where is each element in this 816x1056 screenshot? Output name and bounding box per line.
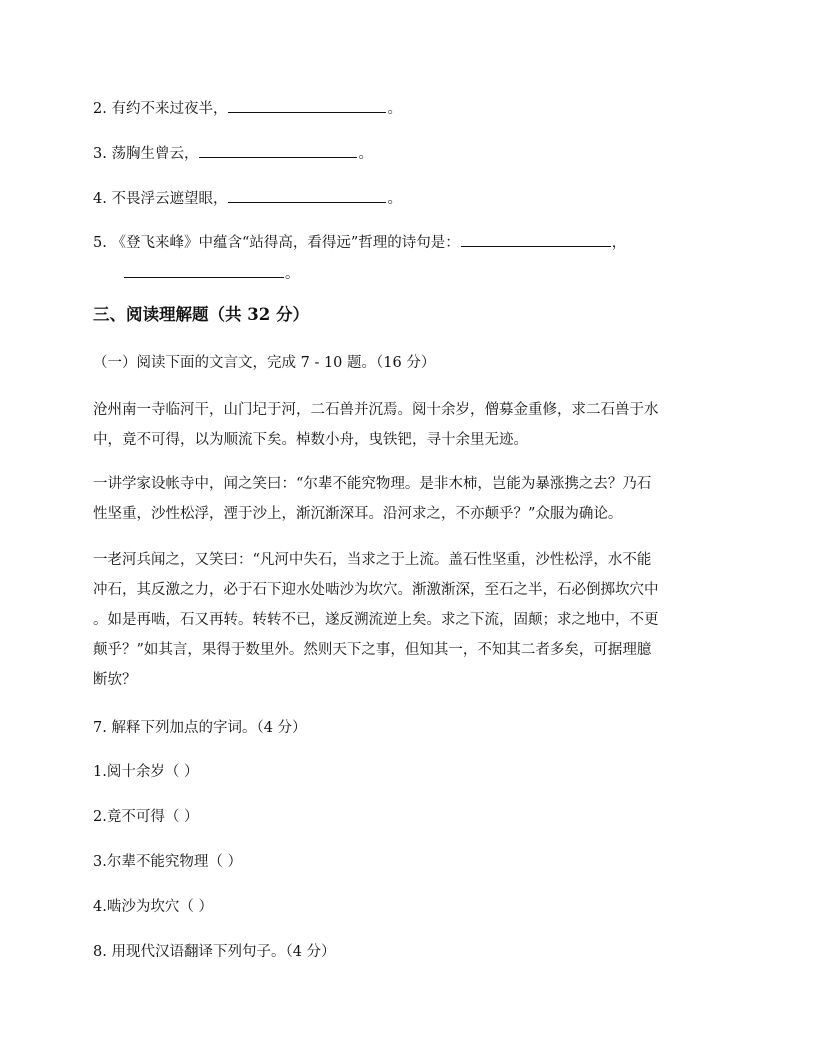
- question-4: [93, 186, 402, 209]
- question-4-end: 。: [387, 191, 402, 207]
- passage-paragraph-2: [93, 469, 725, 529]
- question-7-item-3: 3.尔辈不能究物理（ ）: [93, 854, 242, 870]
- answer-blank[interactable]: [124, 261, 284, 278]
- answer-blank[interactable]: [228, 96, 386, 113]
- answer-blank[interactable]: [199, 141, 357, 158]
- question-5-end: 。: [285, 266, 300, 282]
- question-2: [93, 96, 402, 119]
- question-5-text: 5. 《登飞来峰》中蕴含“站得高，看得远”哲理的诗句是：: [93, 235, 460, 251]
- question-8-title: 8. 用现代汉语翻译下列句子。（4 分）: [93, 944, 336, 960]
- question-7-item-2: 2.竟不可得（ ）: [93, 809, 199, 825]
- passage-line: 。如是再啮，石又再转。转转不已，遂反溯流逆上矣。求之下流，固颠；求之地中，不更: [93, 612, 659, 628]
- question-7-title: 7. 解释下列加点的字词。（4 分）: [93, 720, 307, 736]
- question-5-line2: [123, 261, 300, 284]
- question-5: [93, 230, 626, 253]
- question-7-item-4: 4.啮沙为坎穴（ ）: [93, 899, 213, 915]
- passage-line: 颠乎？”如其言，果得于数里外。然则天下之事，但知其一，不知其二者多矣，可据理臆: [93, 642, 652, 658]
- subsection-1-heading: （一）阅读下面的文言文，完成 7 - 10 题。（16 分）: [93, 355, 436, 371]
- question-5-mid: ，: [611, 235, 627, 251]
- question-2-text: 2. 有约不来过夜半，: [93, 101, 228, 117]
- question-4-text: 4. 不畏浮云遮望眼，: [93, 191, 228, 207]
- section-3-heading: 三、阅读理解题（共 32 分）: [93, 305, 309, 324]
- passage-paragraph-1: [93, 395, 725, 455]
- passage-line: 中，竟不可得，以为顺流下矣。棹数小舟，曳铁钯，寻十余里无迹。: [93, 432, 528, 448]
- answer-blank[interactable]: [228, 186, 386, 203]
- passage-line: 沧州南一寺临河干，山门圮于河，二石兽并沉焉。阅十余岁，僧募金重修，求二石兽于水: [93, 402, 659, 418]
- question-3: [93, 141, 373, 164]
- passage-line: 冲石，其反激之力，必于石下迎水处啮沙为坎穴。渐激渐深，至石之半，石必倒掷坎穴中: [93, 582, 659, 598]
- passage-line: 断欤？: [93, 672, 137, 688]
- passage-line: 一老河兵闻之，又笑曰：“凡河中失石，当求之于上流。盖石性坚重，沙性松浮，水不能: [93, 552, 652, 568]
- passage-line: 一讲学家设帐寺中，闻之笑曰：“尔辈不能究物理。是非木柿，岂能为暴涨携之去？乃石: [93, 476, 652, 492]
- answer-blank[interactable]: [461, 230, 611, 247]
- passage-paragraph-3: [93, 545, 725, 695]
- passage-line: 性坚重，沙性松浮，湮于沙上，渐沉渐深耳。沿河求之，不亦颠乎？”众服为确论。: [93, 506, 623, 522]
- question-7-item-1: 1.阅十余岁（ ）: [93, 764, 199, 780]
- question-3-end: 。: [358, 146, 373, 162]
- question-2-end: 。: [387, 101, 402, 117]
- question-3-text: 3. 荡胸生曾云，: [93, 146, 199, 162]
